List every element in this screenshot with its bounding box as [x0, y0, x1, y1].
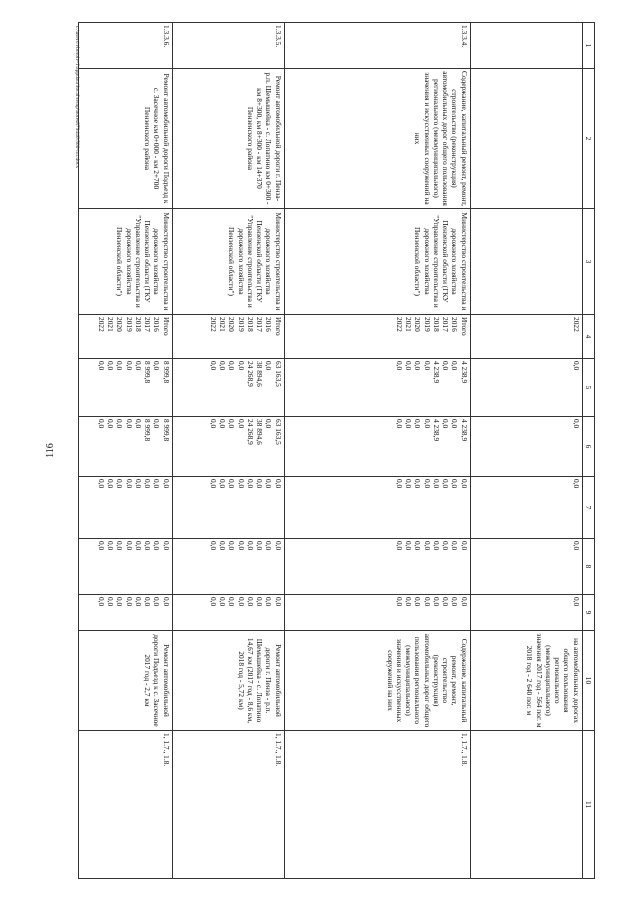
value-cell: 0,0	[227, 361, 237, 371]
value-cell: 0,0	[459, 479, 469, 489]
row-code: 1.3.3.6.	[78, 23, 172, 69]
header-cell-7: 7	[582, 477, 594, 539]
value-cell: 0,0	[218, 541, 228, 551]
value-cell: 0,0	[161, 541, 171, 551]
value-cell: 0,0	[246, 541, 255, 551]
value-cell: 0,0	[246, 479, 255, 489]
row-executor: Министерство строительства и дорожного хозяйства Пензенской области (ГКУ "Управление строительства и дорожного хозяйства Пензенской области")	[284, 209, 470, 315]
value-cell: 0,0	[115, 541, 125, 551]
header-cell-5: 5	[582, 359, 594, 417]
value-cell: 0,0	[134, 597, 143, 607]
value-cell: 0,0	[459, 597, 469, 607]
value-cell: 0,0	[422, 541, 432, 551]
value-cell: 0,0	[422, 419, 432, 429]
continuation-row	[470, 23, 582, 879]
cont-executor	[470, 209, 582, 315]
year-cell: 2018	[246, 317, 255, 332]
value-cell: 0,0	[264, 419, 274, 429]
header-cell-9: 9	[582, 595, 594, 631]
value-cell: 0,0	[143, 479, 153, 489]
header-cell-3: 3	[582, 209, 594, 315]
row-name: Содержание, капитальный ремонт, ремонт, строительство (реконструкция) автомобильных дорог общего пользования регионального (межмуниципального) значения и искусственных сооружений на них	[284, 69, 470, 209]
year-cell: 2019	[422, 317, 432, 332]
value-cell: 0,0	[395, 479, 404, 489]
value-cell: 0,0	[236, 419, 246, 429]
value-cell: 0,0	[432, 479, 441, 489]
value-cell: 0,0	[97, 541, 106, 551]
value-cell: 0,0	[413, 597, 423, 607]
year-cell: 2019	[236, 317, 246, 332]
value-cell: 0,0	[134, 419, 143, 429]
value-cell: 0,0	[273, 597, 283, 607]
year-cell: 2019	[124, 317, 134, 332]
value-cell: 0,0	[209, 541, 218, 551]
row-c7	[172, 477, 284, 539]
value-cell: 24 268,9	[246, 419, 255, 445]
row-c11: 1, 1.7., 1.8.	[172, 731, 284, 879]
value-cell: 0,0	[422, 361, 432, 371]
value-cell: 0,0	[152, 541, 162, 551]
value-cell: 0,0	[209, 419, 218, 429]
value-cell: 0,0	[236, 597, 246, 607]
year-cell: 2022	[395, 317, 404, 332]
cont-c9: 0,0	[470, 595, 582, 631]
value-cell: 0,0	[115, 597, 125, 607]
value-cell: 0,0	[422, 597, 432, 607]
row-c5	[172, 359, 284, 417]
value-cell: 4 238,9	[432, 419, 441, 442]
value-cell: 0,0	[404, 361, 414, 371]
row-executor: Министерство строительства и дорожного хозяйства Пензенской области (ГКУ "Управление строительства и дорожного хозяйства Пензенской области")	[78, 209, 172, 315]
year-cell: 2022	[209, 317, 218, 332]
header-cell-11: 11	[582, 731, 594, 879]
rotated-page-content	[74, 22, 595, 878]
value-cell: 0,0	[106, 597, 116, 607]
value-cell: 0,0	[450, 479, 460, 489]
cont-c5: 0,0	[470, 359, 582, 417]
file-path-footer: c:\users\vboroh~1\appdata\local\temp\notes879440\500-пп.docx	[74, 26, 80, 169]
value-cell: 0,0	[236, 479, 246, 489]
value-cell: 8 999,8	[143, 361, 153, 384]
year-cell: Итого	[459, 317, 469, 336]
value-cell: 0,0	[246, 597, 255, 607]
year-cell: 2017	[143, 317, 153, 332]
row-years	[78, 315, 172, 359]
value-cell: 0,0	[395, 419, 404, 429]
value-cell: 0,0	[115, 419, 125, 429]
value-cell: 0,0	[236, 541, 246, 551]
year-cell: 2016	[152, 317, 162, 332]
value-cell: 8 999,8	[143, 419, 153, 442]
value-cell: 0,0	[209, 479, 218, 489]
value-cell: 8 999,8	[161, 419, 171, 442]
value-cell: 4 238,9	[432, 361, 441, 384]
value-cell: 0,0	[264, 541, 274, 551]
row-name: Ремонт автомобильной дороги Подъезд к с. Засечное км 0+000 - км 2+700 Пензенского района	[78, 69, 172, 209]
row-executor: Министерство строительства и дорожного хозяйства Пензенской области (ГКУ "Управление строительства и дорожного хозяйства Пензенской области")	[172, 209, 284, 315]
value-cell: 0,0	[97, 597, 106, 607]
value-cell: 63 163,5	[273, 361, 283, 387]
value-cell: 0,0	[152, 419, 162, 429]
row-years	[172, 315, 284, 359]
value-cell: 0,0	[227, 597, 237, 607]
value-cell: 0,0	[264, 479, 274, 489]
value-cell: 0,0	[450, 361, 460, 371]
table-row	[284, 23, 470, 879]
row-c7	[284, 477, 470, 539]
value-cell: 0,0	[450, 597, 460, 607]
value-cell: 0,0	[106, 541, 116, 551]
value-cell: 0,0	[395, 597, 404, 607]
row-c9	[172, 595, 284, 631]
value-cell: 4 238,9	[459, 361, 469, 384]
row-c5	[284, 359, 470, 417]
cont-c8: 0,0	[470, 539, 582, 595]
value-cell: 0,0	[161, 597, 171, 607]
value-cell: 0,0	[152, 597, 162, 607]
value-cell: 0,0	[450, 541, 460, 551]
row-c8	[172, 539, 284, 595]
value-cell: 0,0	[404, 419, 414, 429]
value-cell: 0,0	[134, 361, 143, 371]
cont-c11	[470, 731, 582, 879]
value-cell: 0,0	[450, 419, 460, 429]
year-cell: 2016	[450, 317, 460, 332]
value-cell: 0,0	[441, 479, 451, 489]
value-cell: 0,0	[441, 597, 451, 607]
value-cell: 0,0	[227, 541, 237, 551]
header-row	[582, 23, 594, 879]
header-cell-2: 2	[582, 69, 594, 209]
year-cell: Итого	[161, 317, 171, 336]
year-cell: 2021	[404, 317, 414, 332]
value-cell: 0,0	[255, 541, 265, 551]
value-cell: 38 894,6	[255, 361, 265, 387]
value-cell: 0,0	[152, 361, 162, 371]
value-cell: 0,0	[143, 541, 153, 551]
value-cell: 0,0	[395, 541, 404, 551]
row-code: 1.3.3.5.	[172, 23, 284, 69]
value-cell: 0,0	[441, 541, 451, 551]
row-c5	[78, 359, 172, 417]
row-c8	[284, 539, 470, 595]
value-cell: 0,0	[413, 361, 423, 371]
value-cell: 0,0	[218, 479, 228, 489]
value-cell: 24 268,9	[246, 361, 255, 387]
year-cell: 2016	[264, 317, 274, 332]
value-cell: 0,0	[218, 361, 228, 371]
row-goal: Ремонт автомобильной дороги г. Пенза - р.п. Шемышейка - с. Лопатино 14,67 км (2017 год - 8,6 км, 2018 год - 5,72 км)	[172, 631, 284, 731]
year-cell: 2020	[413, 317, 423, 332]
value-cell: 0,0	[134, 541, 143, 551]
value-cell: 0,0	[209, 597, 218, 607]
value-cell: 0,0	[255, 597, 265, 607]
value-cell: 0,0	[413, 419, 423, 429]
year-cell: 2018	[432, 317, 441, 332]
value-cell: 0,0	[124, 597, 134, 607]
value-cell: 0,0	[413, 479, 423, 489]
value-cell: 0,0	[115, 361, 125, 371]
value-cell: 0,0	[236, 361, 246, 371]
value-cell: 0,0	[106, 361, 116, 371]
value-cell: 0,0	[459, 541, 469, 551]
row-c6	[172, 417, 284, 477]
header-cell-1: 1	[582, 23, 594, 69]
value-cell: 0,0	[404, 597, 414, 607]
year-cell: 2018	[134, 317, 143, 332]
year-cell: 2017	[255, 317, 265, 332]
row-c7	[78, 477, 172, 539]
row-years	[284, 315, 470, 359]
row-c11: 1, 1.7., 1.8.	[284, 731, 470, 879]
value-cell: 0,0	[404, 479, 414, 489]
row-code: 1.3.3.4.	[284, 23, 470, 69]
value-cell: 4 238,9	[459, 419, 469, 442]
cont-code	[470, 23, 582, 69]
cont-name	[470, 69, 582, 209]
value-cell: 0,0	[106, 419, 116, 429]
value-cell: 0,0	[432, 541, 441, 551]
year-cell: Итого	[273, 317, 283, 336]
row-goal: Ремонт автомобильной дороги Подъезд к с. Засечное 2017 год - 2,7 км	[78, 631, 172, 731]
cont-goal: на автомобильных дорогах общего пользования регионального (межмуниципального) значения 2017 год - 564 пог. м 2018 год - 2 640 пог. м	[470, 631, 582, 731]
row-c8	[78, 539, 172, 595]
row-c9	[284, 595, 470, 631]
row-c6	[284, 417, 470, 477]
year-cell: 2021	[106, 317, 116, 332]
row-c11: 1, 1.7., 1.8.	[78, 731, 172, 879]
value-cell: 0,0	[97, 479, 106, 489]
year-cell: 2022	[97, 317, 106, 332]
header-cell-8: 8	[582, 539, 594, 595]
value-cell: 0,0	[441, 419, 451, 429]
value-cell: 0,0	[134, 479, 143, 489]
program-table	[78, 22, 595, 879]
value-cell: 0,0	[273, 479, 283, 489]
cont-year: 2022	[470, 315, 582, 359]
value-cell: 0,0	[97, 419, 106, 429]
cont-c7: 0,0	[470, 477, 582, 539]
page-number: 116	[44, 443, 56, 458]
value-cell: 63 163,5	[273, 419, 283, 445]
row-c6	[78, 417, 172, 477]
value-cell: 0,0	[152, 479, 162, 489]
value-cell: 8 999,8	[161, 361, 171, 384]
year-cell: 2020	[115, 317, 125, 332]
cont-c6: 0,0	[470, 417, 582, 477]
value-cell: 0,0	[422, 479, 432, 489]
value-cell: 0,0	[264, 361, 274, 371]
value-cell: 0,0	[218, 419, 228, 429]
header-cell-4: 4	[582, 315, 594, 359]
value-cell: 0,0	[227, 419, 237, 429]
value-cell: 0,0	[115, 479, 125, 489]
row-goal: Содержание, капитальный ремонт, ремонт, строительство (реконструкция) автомобильных дорог общего пользования регионального (межмуниципального) значения и искусственных сооружений на них	[284, 631, 470, 731]
row-c9	[78, 595, 172, 631]
value-cell: 0,0	[161, 479, 171, 489]
value-cell: 0,0	[404, 541, 414, 551]
value-cell: 0,0	[209, 361, 218, 371]
value-cell: 0,0	[124, 541, 134, 551]
value-cell: 0,0	[395, 361, 404, 371]
table-row	[172, 23, 284, 879]
year-cell: 2017	[441, 317, 451, 332]
value-cell: 0,0	[227, 479, 237, 489]
header-cell-10: 10	[582, 631, 594, 731]
value-cell: 0,0	[441, 361, 451, 371]
value-cell: 0,0	[255, 479, 265, 489]
value-cell: 0,0	[264, 597, 274, 607]
value-cell: 0,0	[413, 541, 423, 551]
value-cell: 0,0	[218, 597, 228, 607]
year-cell: 2021	[218, 317, 228, 332]
value-cell: 0,0	[143, 597, 153, 607]
value-cell: 0,0	[97, 361, 106, 371]
value-cell: 0,0	[124, 479, 134, 489]
table-row	[78, 23, 172, 879]
header-cell-6: 6	[582, 417, 594, 477]
value-cell: 0,0	[273, 541, 283, 551]
value-cell: 0,0	[124, 361, 134, 371]
value-cell: 0,0	[124, 419, 134, 429]
row-name: Ремонт автомобильной дороги г. Пенза-р.п. Шемышейка - с. Лопатино км 0+300 - км 8+300, км 8+300 - км 14+370 Пензенского района	[172, 69, 284, 209]
year-cell: 2020	[227, 317, 237, 332]
value-cell: 0,0	[432, 597, 441, 607]
value-cell: 0,0	[106, 479, 116, 489]
value-cell: 38 894,6	[255, 419, 265, 445]
